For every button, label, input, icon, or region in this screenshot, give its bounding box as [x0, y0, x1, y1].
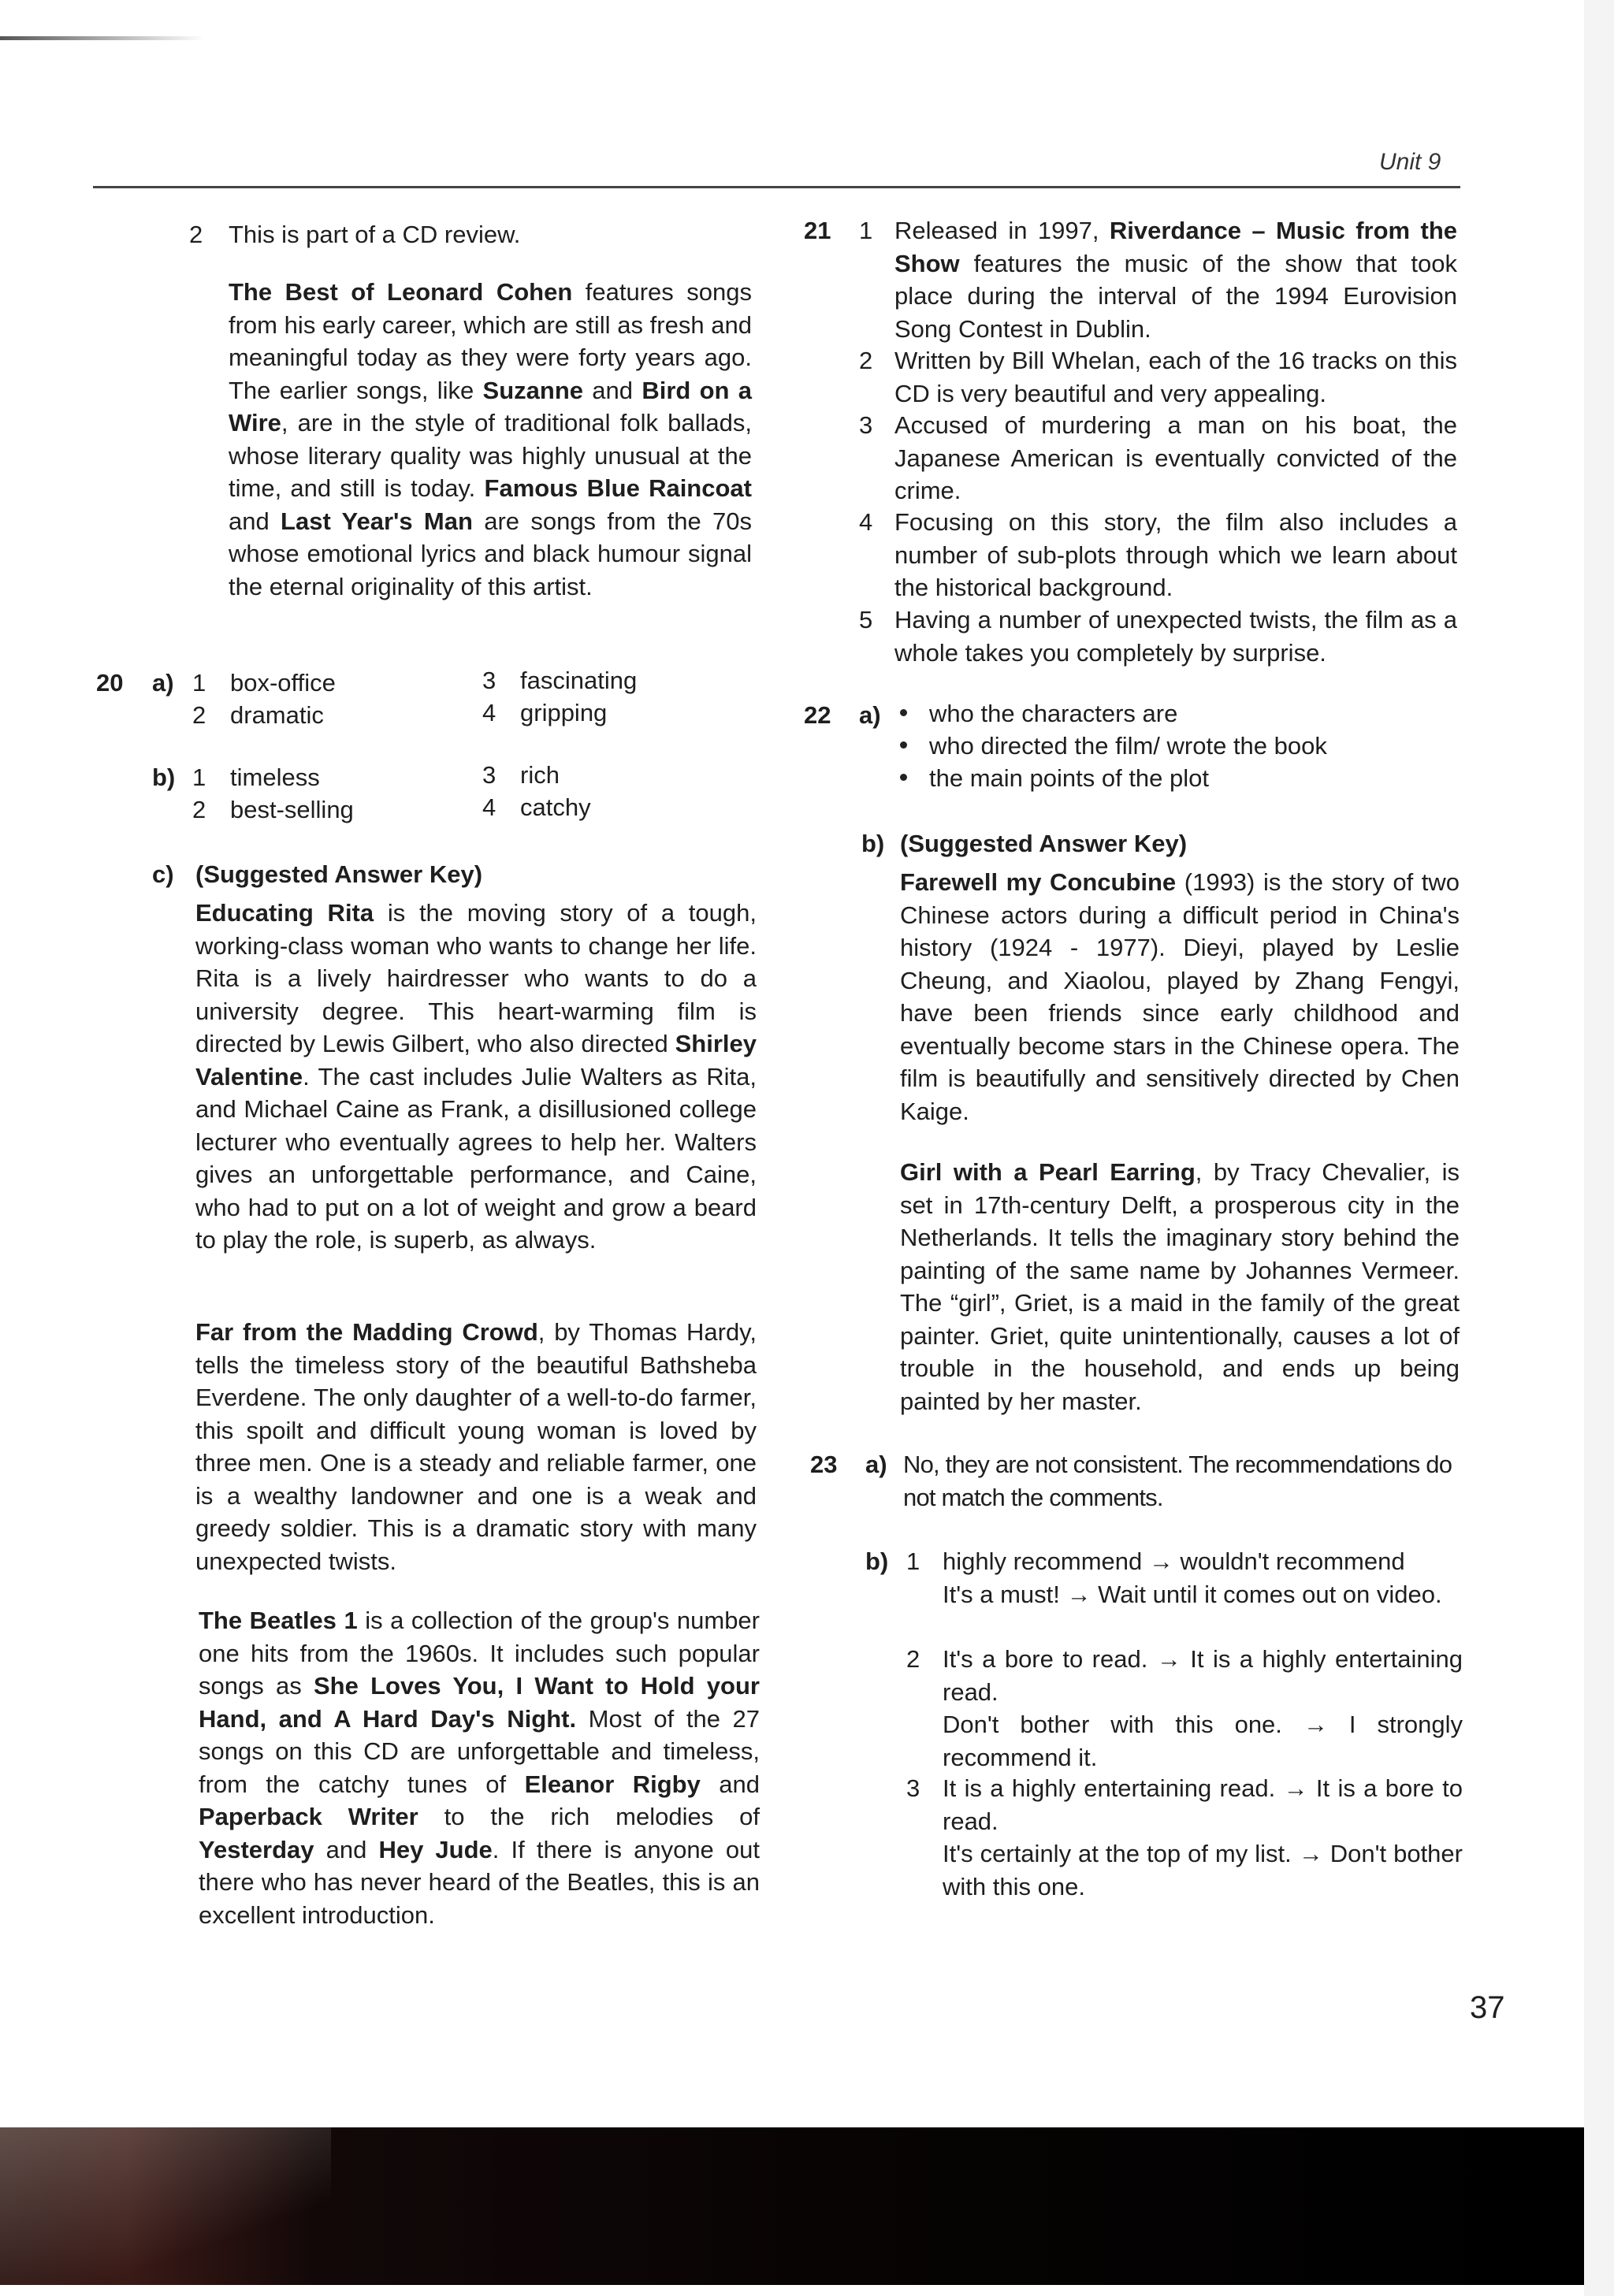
scan-shadow-band	[0, 2127, 1584, 2285]
cd-review-text: The Best of Leonard Cohen features songs from his early career, which are still as fresh and meaningful today as they were forty years ago. The earlier songs, like Suzanne and Bird on a Wire, are in the style of traditional folk ballads, whose literary quality was highly unusual at the time, and still is today. Famous Blue Raincoat and Last Year's Man are songs from the 70s whose emotional lyrics and black humour signal the eternal originality of this artist.	[229, 278, 753, 600]
song-list: She Loves You, I Want to Hold your Hand, and A Hard Day's Night.	[199, 1672, 760, 1733]
part-label: b)	[861, 830, 885, 857]
bullet-icon	[900, 741, 907, 749]
song-title: Hey Jude	[378, 1835, 493, 1863]
part-label: b)	[152, 763, 176, 791]
answer-word: rich	[520, 761, 560, 789]
answer-number: 1	[906, 1547, 920, 1575]
bullet-icon	[900, 774, 907, 781]
review-girl-pearl-earring: Girl with a Pearl Earring, by Tracy Chevalier, is set in 17th-century Delft, a prosperous city in the Netherlands. It tells the imaginary story behind the painting of the same name by Johannes Vermeer. The “girl”, Griet, is a maid in the family of the great painter. Griet, quite unintentionally, causes a lot of trouble in the household, and ends up being painted by her master.	[900, 1158, 1460, 1415]
bullet-list-item: the main points of the plot	[900, 762, 1209, 795]
ex21-answer-5: Having a number of unexpected twists, the film as a whole takes you completely by surprise.	[894, 606, 1457, 667]
bullet-list-item: who the characters are	[900, 697, 1177, 730]
answer-number: 3	[906, 1774, 920, 1802]
answer-word: timeless	[230, 763, 320, 791]
suggested-key-heading: (Suggested Answer Key)	[900, 830, 1188, 857]
exercise-number: 20	[96, 669, 124, 697]
bullet-icon	[900, 709, 907, 716]
answer-word: box-office	[230, 669, 336, 697]
song-title: Paperback Writer	[199, 1803, 418, 1830]
answer-number: 1	[859, 217, 873, 244]
answer-word: gripping	[520, 699, 608, 726]
album-title: The Beatles 1	[199, 1607, 358, 1634]
answer-number: 4	[482, 699, 496, 726]
answer-number: 1	[192, 669, 206, 697]
answer-number: 3	[859, 411, 873, 439]
answer-number: 2	[192, 701, 206, 729]
ex21-answer-4: Focusing on this story, the film also includes a number of sub-plots through which we learn about the historical background.	[894, 508, 1457, 601]
part-label: a)	[859, 701, 881, 729]
part-label: b)	[865, 1547, 889, 1575]
answer-number: 4	[482, 793, 496, 821]
answer-number: 2	[859, 347, 873, 374]
scan-artifact-line	[0, 36, 205, 40]
song-title: Last Year's Man	[281, 507, 473, 535]
cd-review-intro: This is part of a CD review.	[229, 221, 521, 248]
answer-number: 2	[906, 1645, 920, 1673]
ex21-answer-2: Written by Bill Whelan, each of the 16 tracks on this CD is very beautiful and very appealing.	[894, 347, 1457, 407]
bullet-list-item: who directed the film/ wrote the book	[900, 730, 1327, 763]
song-title: Famous Blue Raincoat	[484, 474, 752, 502]
answer-number: 5	[859, 606, 873, 633]
item-number: 2	[189, 221, 203, 248]
answer-number: 3	[482, 761, 496, 789]
review-educating-rita: Educating Rita is the moving story of a tough, working-class woman who wants to change her life. Rita is a lively hairdresser who wants to do a university degree. This heart-warming film is directed by Lewis Gilbert, who also directed Shirley Valentine. The cast includes Julie Walters as Rita, and Michael Caine as Frank, a disillusioned college lecturer who eventually agrees to help her. Walters gives an unforgettable performance, and Caine, who had to put on a lot of weight and grow a beard to play the role, is superb, as always.	[195, 899, 757, 1254]
album-title: Riverdance – Music from the Show	[894, 217, 1457, 277]
answer-number: 3	[482, 667, 496, 694]
answer-number: 2	[192, 796, 206, 823]
answer-word: fascinating	[520, 667, 638, 694]
ex21-answer-3: Accused of murdering a man on his boat, the Japanese American is eventually convicted of the crime.	[894, 411, 1457, 504]
review-madding-crowd: Far from the Madding Crowd, by Thomas Hardy, tells the timeless story of the beautiful Bathsheba Everdene. The only daughter of a well-to-do farmer, this spoilt and difficult young woman is loved by three men. One is a steady and reliable farmer, one is a wealthy landowner and one is a weak and greedy soldier. This is a dramatic story with many unexpected twists.	[195, 1318, 757, 1575]
exercise-number: 21	[804, 217, 831, 244]
ex23-b-answer-3: It is a highly entertaining read. → It is a bore to read. It's certainly at the top of my list. → Don't bother with this one.	[943, 1774, 1463, 1900]
scan-shadow-highlight	[0, 2127, 331, 2285]
ex23-answer-a: No, they are not consistent. The recommendations do not match the comments.	[903, 1451, 1452, 1511]
film-title: Shirley Valentine	[195, 1030, 757, 1090]
part-label: c)	[152, 860, 174, 888]
review-farewell-my-concubine: Farewell my Concubine (1993) is the story of two Chinese actors during a difficult period in China's history (1924 - 1977). Dieyi, played by Leslie Cheung, and Xiaolou, played by Zhang Fengyi, have been friends since early childhood and eventually become stars in the Chinese opera. The film is beautifully and sensitively directed by Chen Kaige.	[900, 868, 1460, 1125]
answer-word: catchy	[520, 793, 591, 821]
ex21-answer-1: Released in 1997, Riverdance – Music from the Show features the music of the show that took place during the interval of the 1994 Eurovision Song Contest in Dublin.	[894, 217, 1457, 343]
album-title: The Best of Leonard Cohen	[229, 278, 573, 306]
book-title: Far from the Madding Crowd	[195, 1318, 538, 1346]
film-title: Farewell my Concubine	[900, 868, 1177, 896]
exercise-number: 23	[810, 1451, 838, 1478]
song-title: Bird on a Wire	[229, 376, 752, 437]
answer-number: 1	[192, 763, 206, 791]
answer-word: dramatic	[230, 701, 324, 729]
song-title: Suzanne	[482, 376, 584, 404]
part-label: a)	[865, 1451, 887, 1478]
ex23-b-answer-2: It's a bore to read. → It is a highly entertaining read. Don't bother with this one. → I strongly recommend it.	[943, 1645, 1463, 1771]
header-rule	[93, 186, 1460, 188]
book-title: Girl with a Pearl Earring	[900, 1158, 1196, 1186]
ex23-b-answer-1: highly recommend → wouldn't recommend It's a must! → Wait until it comes out on video.	[943, 1547, 1442, 1608]
page-edge	[1584, 0, 1614, 2296]
unit-label: Unit 9	[1379, 149, 1441, 175]
song-title: Eleanor Rigby	[524, 1770, 701, 1798]
exercise-number: 22	[804, 701, 831, 729]
film-title: Educating Rita	[195, 899, 374, 927]
answer-number: 4	[859, 508, 873, 536]
suggested-key-heading: (Suggested Answer Key)	[195, 860, 483, 888]
review-beatles-1: The Beatles 1 is a collection of the group's number one hits from the 1960s. It includes such popular songs as She Loves You, I Want to Hold your Hand, and A Hard Day's Night. Most of the 27 songs on this CD are unforgettable and timeless, from the catchy tunes of Eleanor Rigby and Paperback Writer to the rich melodies of Yesterday and Hey Jude. If there is anyone out there who has never heard of the Beatles, this is an excellent introduction.	[199, 1607, 760, 1929]
song-title: Yesterday	[199, 1835, 314, 1863]
page-number: 37	[1470, 1990, 1505, 2025]
part-label: a)	[152, 669, 174, 697]
answer-word: best-selling	[230, 796, 354, 823]
